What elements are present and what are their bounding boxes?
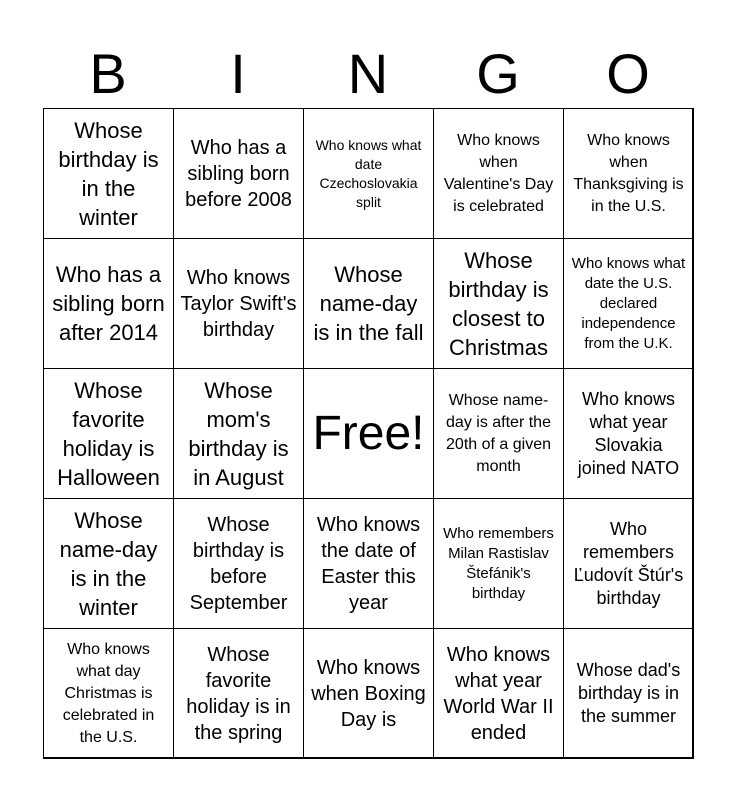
bingo-cell-r1c2[interactable] xyxy=(173,108,304,239)
bingo-cell-r2c3[interactable] xyxy=(303,238,434,369)
bingo-cell-r3c4[interactable] xyxy=(433,368,564,499)
bingo-cell-r1c1[interactable] xyxy=(43,108,174,239)
bingo-header xyxy=(43,40,693,108)
bingo-cell-r5c2[interactable] xyxy=(173,628,304,759)
bingo-cell-r5c1[interactable] xyxy=(43,628,174,759)
bingo-cell-r3c5[interactable] xyxy=(563,368,694,499)
bingo-board xyxy=(43,108,693,758)
cell-text: Whose birthday is in the winter xyxy=(58,117,159,230)
cell-text: Who knows what date the U.S. declared independence from the U.K. xyxy=(571,254,686,352)
header-letter-o: O xyxy=(606,42,650,105)
bingo-cell-r2c4[interactable] xyxy=(433,238,564,369)
bingo-cell-r2c1[interactable] xyxy=(43,238,174,369)
cell-text: Who has a sibling born after 2014 xyxy=(52,262,165,345)
cell-text: Who knows Taylor Swift's birthday xyxy=(180,266,297,341)
cell-text: Who knows what day Christmas is celebrated in the U.S. xyxy=(62,640,155,746)
cell-text: Who knows what year Slovakia joined NATO xyxy=(577,388,680,478)
cell-text: Whose birthday is before September xyxy=(189,513,288,614)
bingo-cell-r4c3[interactable] xyxy=(303,498,434,629)
bingo-cell-r5c4[interactable] xyxy=(433,628,564,759)
bingo-cell-r4c2[interactable] xyxy=(173,498,304,629)
bingo-cell-r1c4[interactable] xyxy=(433,108,564,239)
bingo-cell-r2c2[interactable] xyxy=(173,238,304,369)
cell-text: Who has a sibling born before 2008 xyxy=(185,136,292,211)
free-space-text: Free! xyxy=(312,406,425,460)
cell-text: Whose birthday is closest to Christmas xyxy=(448,247,549,360)
cell-text: Who knows when Boxing Day is xyxy=(311,656,426,731)
bingo-cell-r5c3[interactable] xyxy=(303,628,434,759)
cell-text: Who remembers Milan Rastislav Štefánik's birthday xyxy=(443,524,554,602)
header-letter-i: I xyxy=(230,42,246,105)
bingo-cell-r1c5[interactable] xyxy=(563,108,694,239)
cell-text: Who knows what date Czechoslovakia split xyxy=(315,136,422,210)
bingo-cell-r1c3[interactable] xyxy=(303,108,434,239)
cell-text: Who knows the date of Easter this year xyxy=(316,513,421,614)
header-letter-n: N xyxy=(347,42,389,105)
cell-text: Who remembers Ľudovít Štúr's birthday xyxy=(573,518,684,608)
cell-text: Whose name-day is in the winter xyxy=(59,507,158,620)
cell-text: Whose name-day is in the fall xyxy=(313,262,424,345)
bingo-cell-r4c1[interactable] xyxy=(43,498,174,629)
cell-text: Who knows what year World War II ended xyxy=(443,643,554,744)
bingo-cell-r4c5[interactable] xyxy=(563,498,694,629)
cell-text: Whose mom's birthday is in August xyxy=(188,377,289,490)
cell-text: Who knows when Valentine's Day is celebrated xyxy=(443,131,554,215)
bingo-cell-r5c5[interactable] xyxy=(563,628,694,759)
bingo-cell-r3c2[interactable] xyxy=(173,368,304,499)
bingo-cell-r3c1[interactable] xyxy=(43,368,174,499)
bingo-cell-r4c4[interactable] xyxy=(433,498,564,629)
header-letter-b: B xyxy=(89,42,127,105)
bingo-cell-free[interactable] xyxy=(303,368,434,499)
cell-text: Who knows when Thanksgiving is in the U.S. xyxy=(573,131,684,215)
cell-text: Whose name-day is after the 20th of a given month xyxy=(446,391,551,475)
cell-text: Whose favorite holiday is in the spring xyxy=(186,643,291,744)
header-letter-g: G xyxy=(476,42,520,105)
cell-text: Whose dad's birthday is in the summer xyxy=(576,660,681,726)
bingo-cell-r2c5[interactable] xyxy=(563,238,694,369)
cell-text: Whose favorite holiday is Halloween xyxy=(57,377,160,490)
